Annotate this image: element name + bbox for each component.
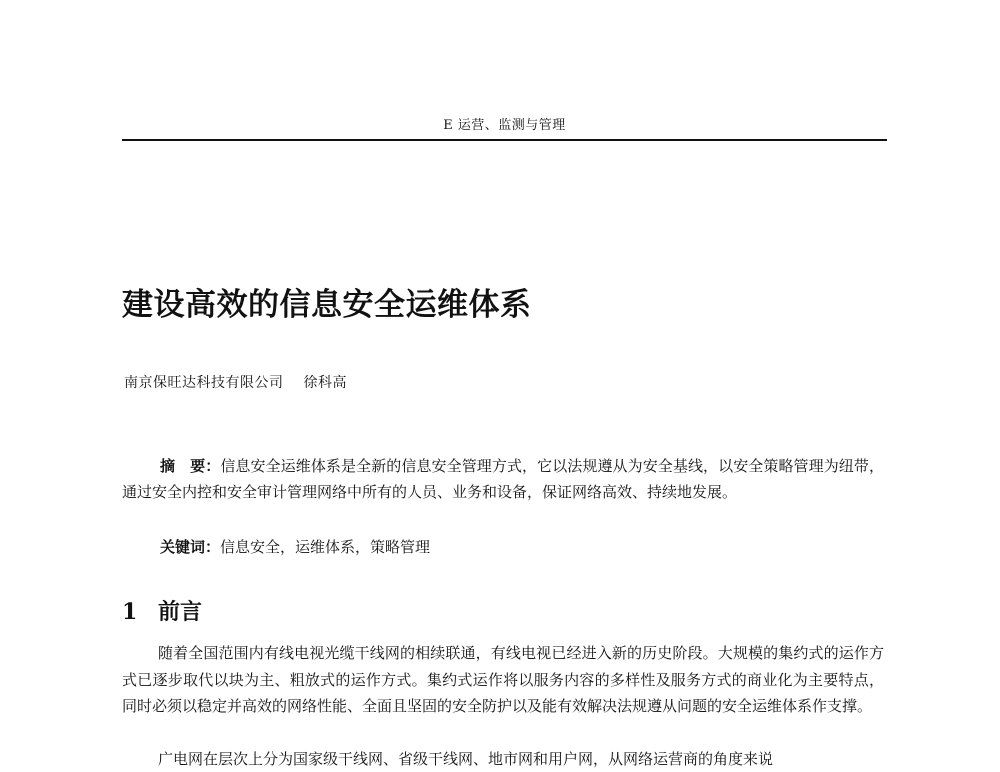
header-rule — [122, 139, 887, 141]
abstract-label: 摘 要： — [160, 457, 221, 475]
section-heading — [122, 596, 202, 628]
affiliation: 南京保旺达科技有限公司 — [124, 375, 284, 391]
running-head: E 运营、监测与管理 — [443, 118, 566, 133]
body-paragraph-continued: 广电网在层次上分为国家级干线网、省级干线网、地市网和用户网，从网络运营商的角度来说 — [158, 750, 774, 768]
body-paragraph: 随着全国范围内有线电视光缆干线网的相续联通，有线电视已经进入新的历史阶段。大规模的集约式的运作方式已逐步取代以块为主、粗放式的运作方式。集约式运作将以服务内容的多样性及服务方式的商业化为主要特点，同时必须以稳定并高效的网络性能、全面且坚固的安全防护以及能有效解决法规遵从问题的安全运维体系作支撑。 — [122, 644, 884, 715]
section-number: 1 — [122, 599, 138, 625]
article-title: 建设高效的信息安全运维体系 — [122, 287, 532, 323]
author-name: 徐科高 — [303, 375, 347, 391]
keywords — [160, 535, 430, 559]
section-title: 前言 — [158, 599, 203, 625]
keywords-text: 信息安全，运维体系，策略管理 — [220, 538, 431, 556]
abstract-text: 信息安全运维体系是全新的信息安全管理方式，它以法规遵从为安全基线，以安全策略管理为纽带，通过安全内控和安全审计管理网络中所有的人员、业务和设备，保证网络高效、持续地发展。 — [122, 457, 884, 501]
author-line — [124, 373, 347, 393]
abstract — [122, 453, 884, 505]
keywords-label: 关键词： — [160, 538, 221, 556]
